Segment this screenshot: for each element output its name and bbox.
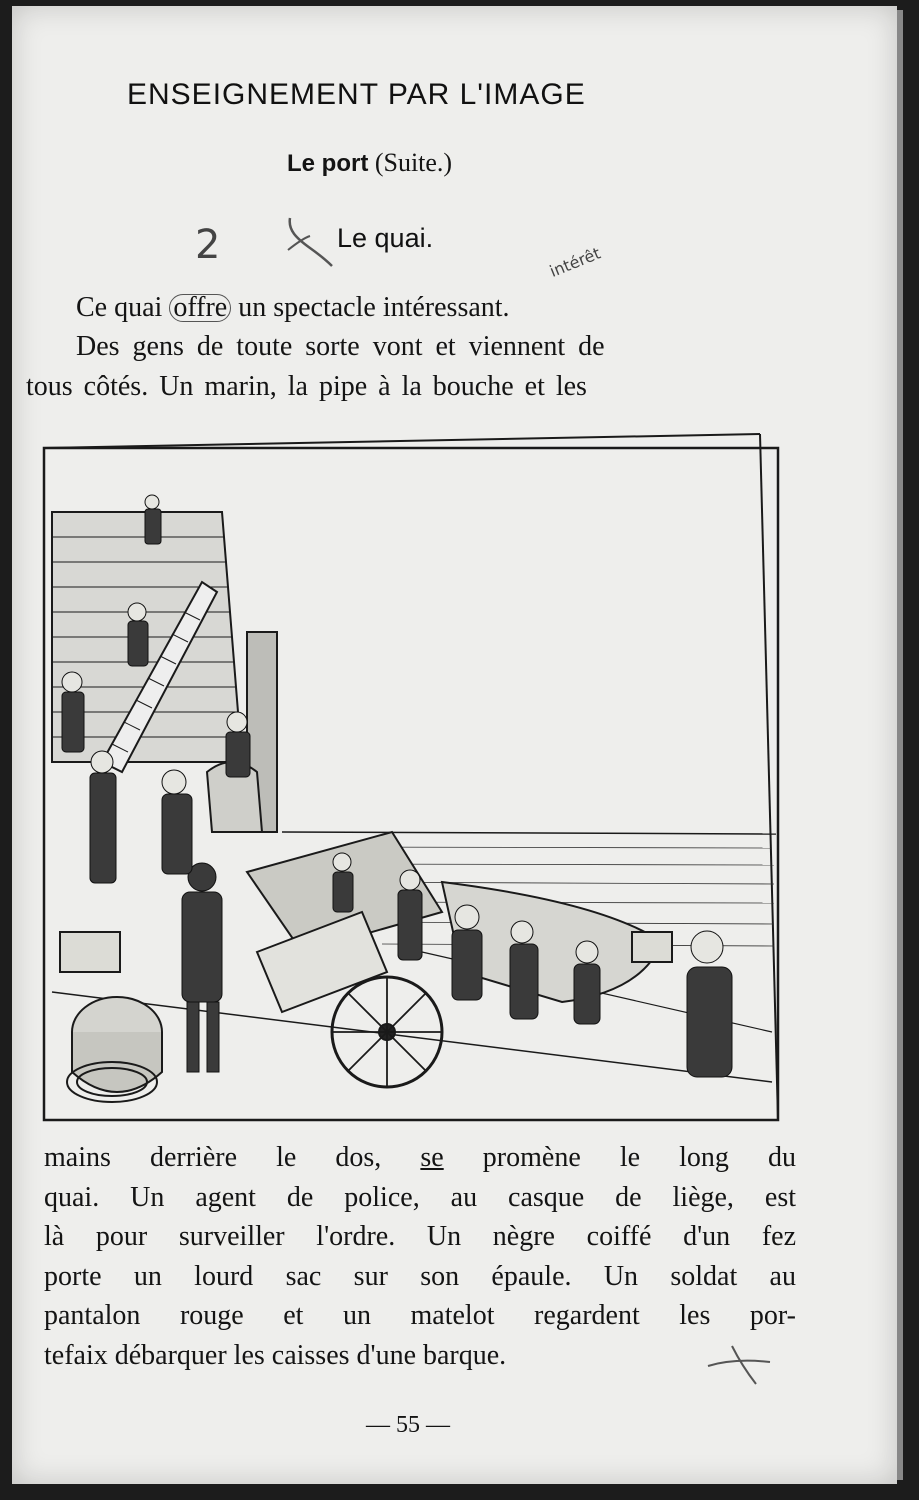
pencil-cross-icon xyxy=(704,1340,774,1390)
p2-line1-before: mains derrière le dos, xyxy=(44,1142,382,1173)
paragraph1-line3: tous côtés. Un marin, la pipe à la bouche et les xyxy=(26,371,587,402)
subtitle-strong: Le port xyxy=(287,150,369,177)
chapter-subtitle xyxy=(287,148,452,178)
subtitle-suffix: (Suite.) xyxy=(374,148,453,177)
paragraph2-line5: pantalon rouge et un matelot regardent les por- xyxy=(44,1300,796,1332)
p2-line1-after: promène le long du xyxy=(482,1142,796,1173)
paragraph2-line3: là pour surveiller l'ordre. Un nègre coiffé d'un fez xyxy=(44,1221,796,1253)
pencil-stroke-icon xyxy=(280,210,340,270)
circled-word: offre xyxy=(169,294,231,322)
section-title: Le quai. xyxy=(337,223,434,253)
paragraph2 xyxy=(44,1138,796,1376)
paragraph1-line1 xyxy=(76,292,510,324)
underlined-word: se xyxy=(420,1142,444,1173)
p1-line1-before: Ce quai xyxy=(76,292,163,323)
paragraph2-line2: quai. Un agent de police, au casque de liège, est xyxy=(44,1181,796,1213)
pencil-word-annotation: intérêt xyxy=(546,243,604,281)
paragraph1-line2: Des gens de toute sorte vont et viennent de xyxy=(76,331,605,362)
paragraph2-line1 xyxy=(44,1138,796,1178)
paragraph2-line6: tefaix débarquer les caisses d'une barque. xyxy=(44,1339,507,1371)
paragraph2-line4: porte un lourd sac sur son épaule. Un soldat au xyxy=(44,1260,796,1292)
page-header: ENSEIGNEMENT PAR L'IMAGE xyxy=(127,78,586,111)
quay-illustration xyxy=(42,432,782,1122)
page-number: — 55 — xyxy=(366,1412,450,1438)
p1-line1-after: un spectacle intéressant. xyxy=(238,292,510,323)
pencil-number-annotation: 2 xyxy=(195,222,221,268)
page-edge xyxy=(897,10,903,1480)
